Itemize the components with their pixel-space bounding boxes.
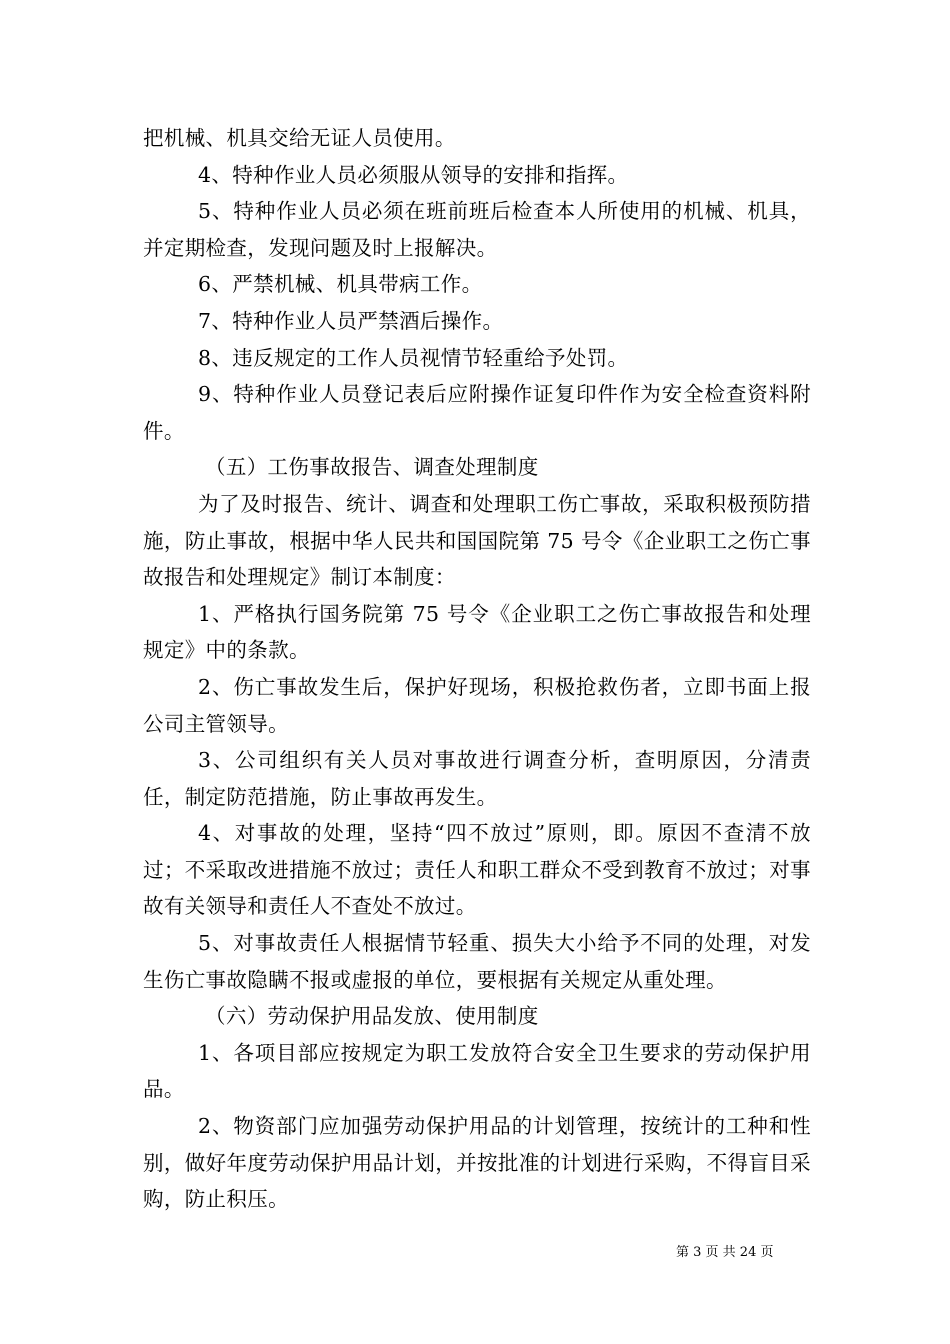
paragraph-item-9: 9、特种作业人员登记表后应附操作证复印件作为安全检查资料附件。 xyxy=(143,382,811,443)
paragraph-item-4: 4、特种作业人员必须服从领导的安排和指挥。 xyxy=(198,162,629,187)
page-number-footer: 第 3 页 共 24 页 xyxy=(676,1245,774,1260)
paragraph-item-8: 8、违反规定的工作人员视情节轻重给予处罚。 xyxy=(198,345,629,370)
section-6-item-2: 2、物资部门应加强劳动保护用品的计划管理，按统计的工种和性别，做好年度劳动保护用品计划，并按批准的计划进行采购，不得盲目采购，防止积压。 xyxy=(143,1114,811,1212)
paragraph-continuation: 把机械、机具交给无证人员使用。 xyxy=(143,126,456,150)
section-6-item-1: 1、各项目部应按规定为职工发放符合安全卫生要求的劳动保护用品。 xyxy=(143,1040,811,1102)
section-5-item-4: 4、对事故的处理，坚持“四不放过”原则，即。原因不查清不放过；不采取改进措施不放过；责任人和职工群众不受到教育不放过；对事故有关领导和责任人不查处不放过。 xyxy=(143,821,811,919)
document-body xyxy=(143,120,811,1218)
section-5-intro: 为了及时报告、统计、调查和处理职工伤亡事故，采取积极预防措施，防止事故，根据中华人民共和国国院第 75 号令《企业职工之伤亡事故报告和处理规定》制订本制度： xyxy=(143,491,811,590)
paragraph-item-7: 7、特种作业人员严禁酒后操作。 xyxy=(198,308,504,333)
section-5-item-5: 5、对事故责任人根据情节轻重、损失大小给予不同的处理，对发生伤亡事故隐瞒不报或虚报的单位，要根据有关规定从重处理。 xyxy=(143,931,811,992)
paragraph-item-5: 5、特种作业人员必须在班前班后检查本人所使用的机械、机具，并定期检查，发现问题及时上报解决。 xyxy=(143,199,811,260)
paragraph-item-6: 6、严禁机械、机具带病工作。 xyxy=(198,272,483,297)
section-heading-6: （六）劳动保护用品发放、使用制度 xyxy=(205,1004,539,1029)
section-5-item-1: 1、严格执行国务院第 75 号令《企业职工之伤亡事故报告和处理规定》中的条款。 xyxy=(143,601,811,663)
section-heading-5: （五）工伤事故报告、调查处理制度 xyxy=(205,455,539,480)
section-5-item-2: 2、伤亡事故发生后，保护好现场，积极抢救伤者，立即书面上报公司主管领导。 xyxy=(143,674,811,736)
section-5-item-3: 3、公司组织有关人员对事故进行调查分析，查明原因，分清责任，制定防范措施，防止事故再发生。 xyxy=(143,748,811,809)
